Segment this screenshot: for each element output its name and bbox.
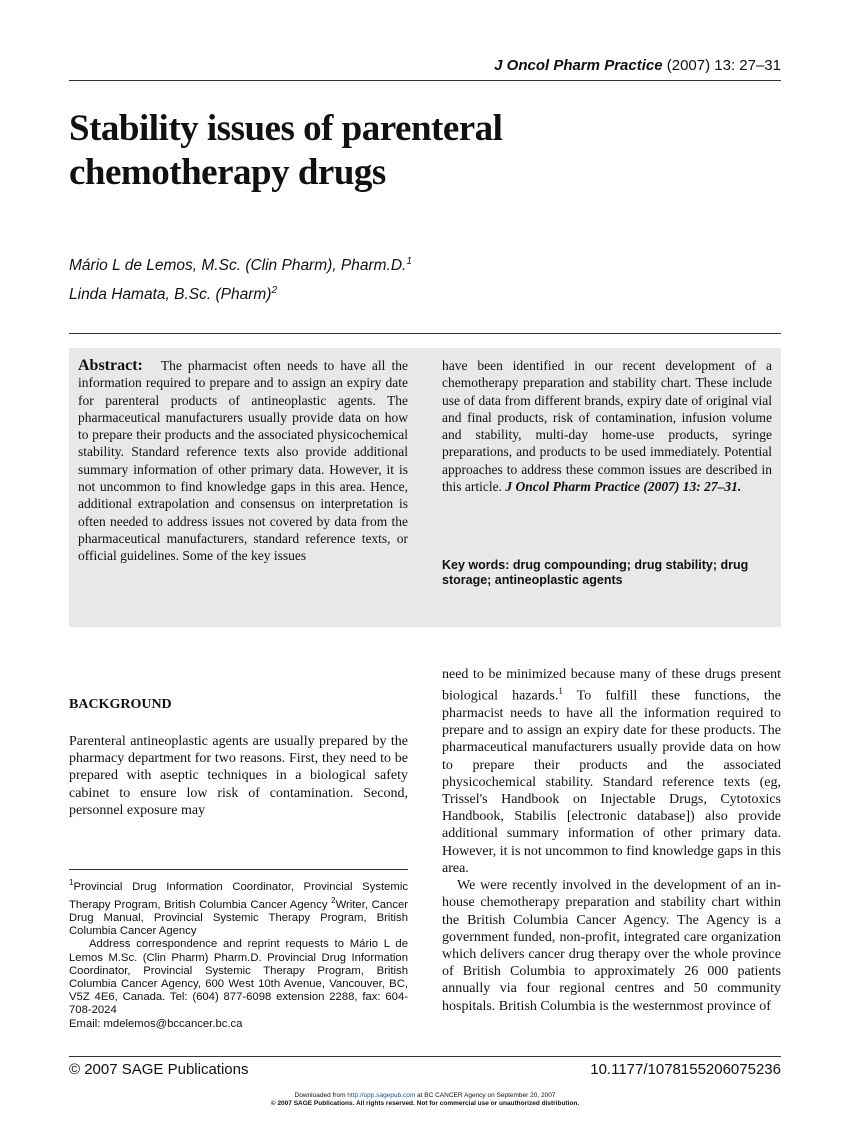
download-note (0, 1092, 850, 1108)
download-line (0, 1092, 850, 1100)
authors-rule (69, 333, 781, 334)
abstract-right-column (442, 357, 772, 495)
footnote-affiliations (69, 876, 408, 938)
footnote-1-mark: 1 (69, 878, 74, 887)
citation-1: 1 (558, 686, 563, 697)
abstract-text-left: The pharmacist often needs to have all the information required to prepare and to assign an expiry date for parenteral products of antineoplastic agents. The pharmaceutical manufacturers usually provide data on how to prepare their products and the associated physicochemical stability. Standard reference texts also provide additional summary information of other primary data. However, it is not uncommon to find knowledge gaps in this area. Hence, additional extrapolation and consensus on interpretation is often needed to address issues not covered by data from the pharmaceutical manufacturers, standard reference texts, or official guidelines. Some of the key issues (78, 358, 408, 564)
journal-name: J Oncol Pharm Practice (494, 57, 663, 74)
download-link[interactable]: http://opp.sagepub.com (347, 1092, 416, 1099)
body-paragraph-2: We were recently involved in the development of an in-house chemotherapy preparation and stability chart within the British Columbia Cancer Agency. The Agency is a government funded, non-profit, integrated care organization which delivers cancer drug therapy over the whole province of British Columbia to approximately 26 000 patients annually via four regional centres and 50 community hospitals. British Columbia is the westernmost province of (442, 878, 781, 1014)
footnote-2-mark: 2 (331, 895, 336, 905)
journal-citation: (2007) 13: 27–31 (666, 57, 781, 74)
body-paragraph-1-text-b: To fulfill these functions, the pharmacist needs to have all the information required to prepare and to assign an expiry date for these products. The pharmaceutical manufacturers usually provide data on how to prepare their products and the associated physicochemical stability. Standard reference texts (eg, Trissel's Handbook on Injectable Drugs, Cytotoxics Handbook, Stabilis [electronic database]) also provide additional summary information of other primary data. However, it is not uncommon to find knowledge gaps in this area. (442, 688, 781, 876)
body-left-column: Parenteral antineoplastic agents are usually prepared by the pharmacy department for two reasons. First, they need to be prepared with aseptic techniques in a biological safety cabinet to ensure low risk of contamination. Second, personnel exposure may (69, 734, 408, 818)
author-2-affiliation-mark: 2 (271, 285, 278, 296)
section-heading-background: BACKGROUND (69, 697, 172, 712)
author-2 (69, 285, 277, 304)
author-1-affiliation-mark: 1 (406, 256, 412, 267)
abstract-heading: Abstract: (78, 357, 143, 374)
body-paragraph-1-text-a: need to be minimized because many of these drugs present biological hazards. (442, 667, 781, 704)
footnote-rule (69, 869, 408, 870)
body-right-column (442, 666, 781, 1015)
rights-line: © 2007 SAGE Publications. All rights reserved. Not for commercial use or unauthorized distribution. (270, 1100, 580, 1107)
abstract-text-right: have been identified in our recent development of a chemotherapy preparation and stability chart. These include use of data from different brands, expiry date of original vial and final products, risk of contamination, infusion volume and stability, multi-day home-use products, syringe preparations, and products to be used immediately. Potential approaches to address these common issues are described in this article. (442, 358, 772, 495)
running-head (494, 57, 781, 74)
header-rule (69, 80, 781, 81)
download-prefix: Downloaded from (294, 1092, 348, 1099)
download-suffix: at BC CANCER Agency on September 20, 2007 (415, 1092, 556, 1099)
abstract-citation: J Oncol Pharm Practice (2007) 13: 27–31. (505, 479, 742, 495)
footnote-1-text: Provincial Drug Information Coordinator, Provincial Systemic Therapy Program, British Columbia Cancer Agency (69, 880, 408, 911)
copyright: © 2007 SAGE Publications (69, 1061, 249, 1078)
author-2-name: Linda Hamata, B.Sc. (Pharm) (69, 286, 272, 304)
author-1-name: Mário L de Lemos, M.Sc. (Clin Pharm), Pharm.D. (69, 257, 407, 275)
author-1 (69, 256, 412, 275)
footer-rule (69, 1056, 781, 1057)
footnote-2-text: Writer, Cancer Drug Manual, Provincial Systemic Therapy Program, British Columbia Cancer Agency (69, 898, 409, 938)
footnotes (69, 876, 408, 1031)
footnote-address: Address correspondence and reprint requests to Mário L de Lemos M.Sc. (Clin Pharm) Pharm.D. Provincial Drug Information Coordinator, Provincial Systemic Therapy Program, British Columbia Cancer Agency, 600 West 10th Avenue, Vancouver, BC, V5Z 4E6, Canada. Tel: (604) 877-6098 extension 2288, fax: 604-708-2024 (69, 938, 408, 1017)
keywords: Key words: drug compounding; drug stability; drug storage; antineoplastic agents (442, 558, 749, 587)
footnote-email: Email: mdelemos@bccancer.bc.ca (69, 1017, 243, 1030)
abstract-left-column (78, 357, 408, 565)
doi: 10.1177/1078155206075236 (590, 1061, 781, 1078)
article-title: Stability issues of parenteral chemotherapy drugs (69, 108, 503, 193)
body-paragraph-1 (442, 666, 781, 877)
